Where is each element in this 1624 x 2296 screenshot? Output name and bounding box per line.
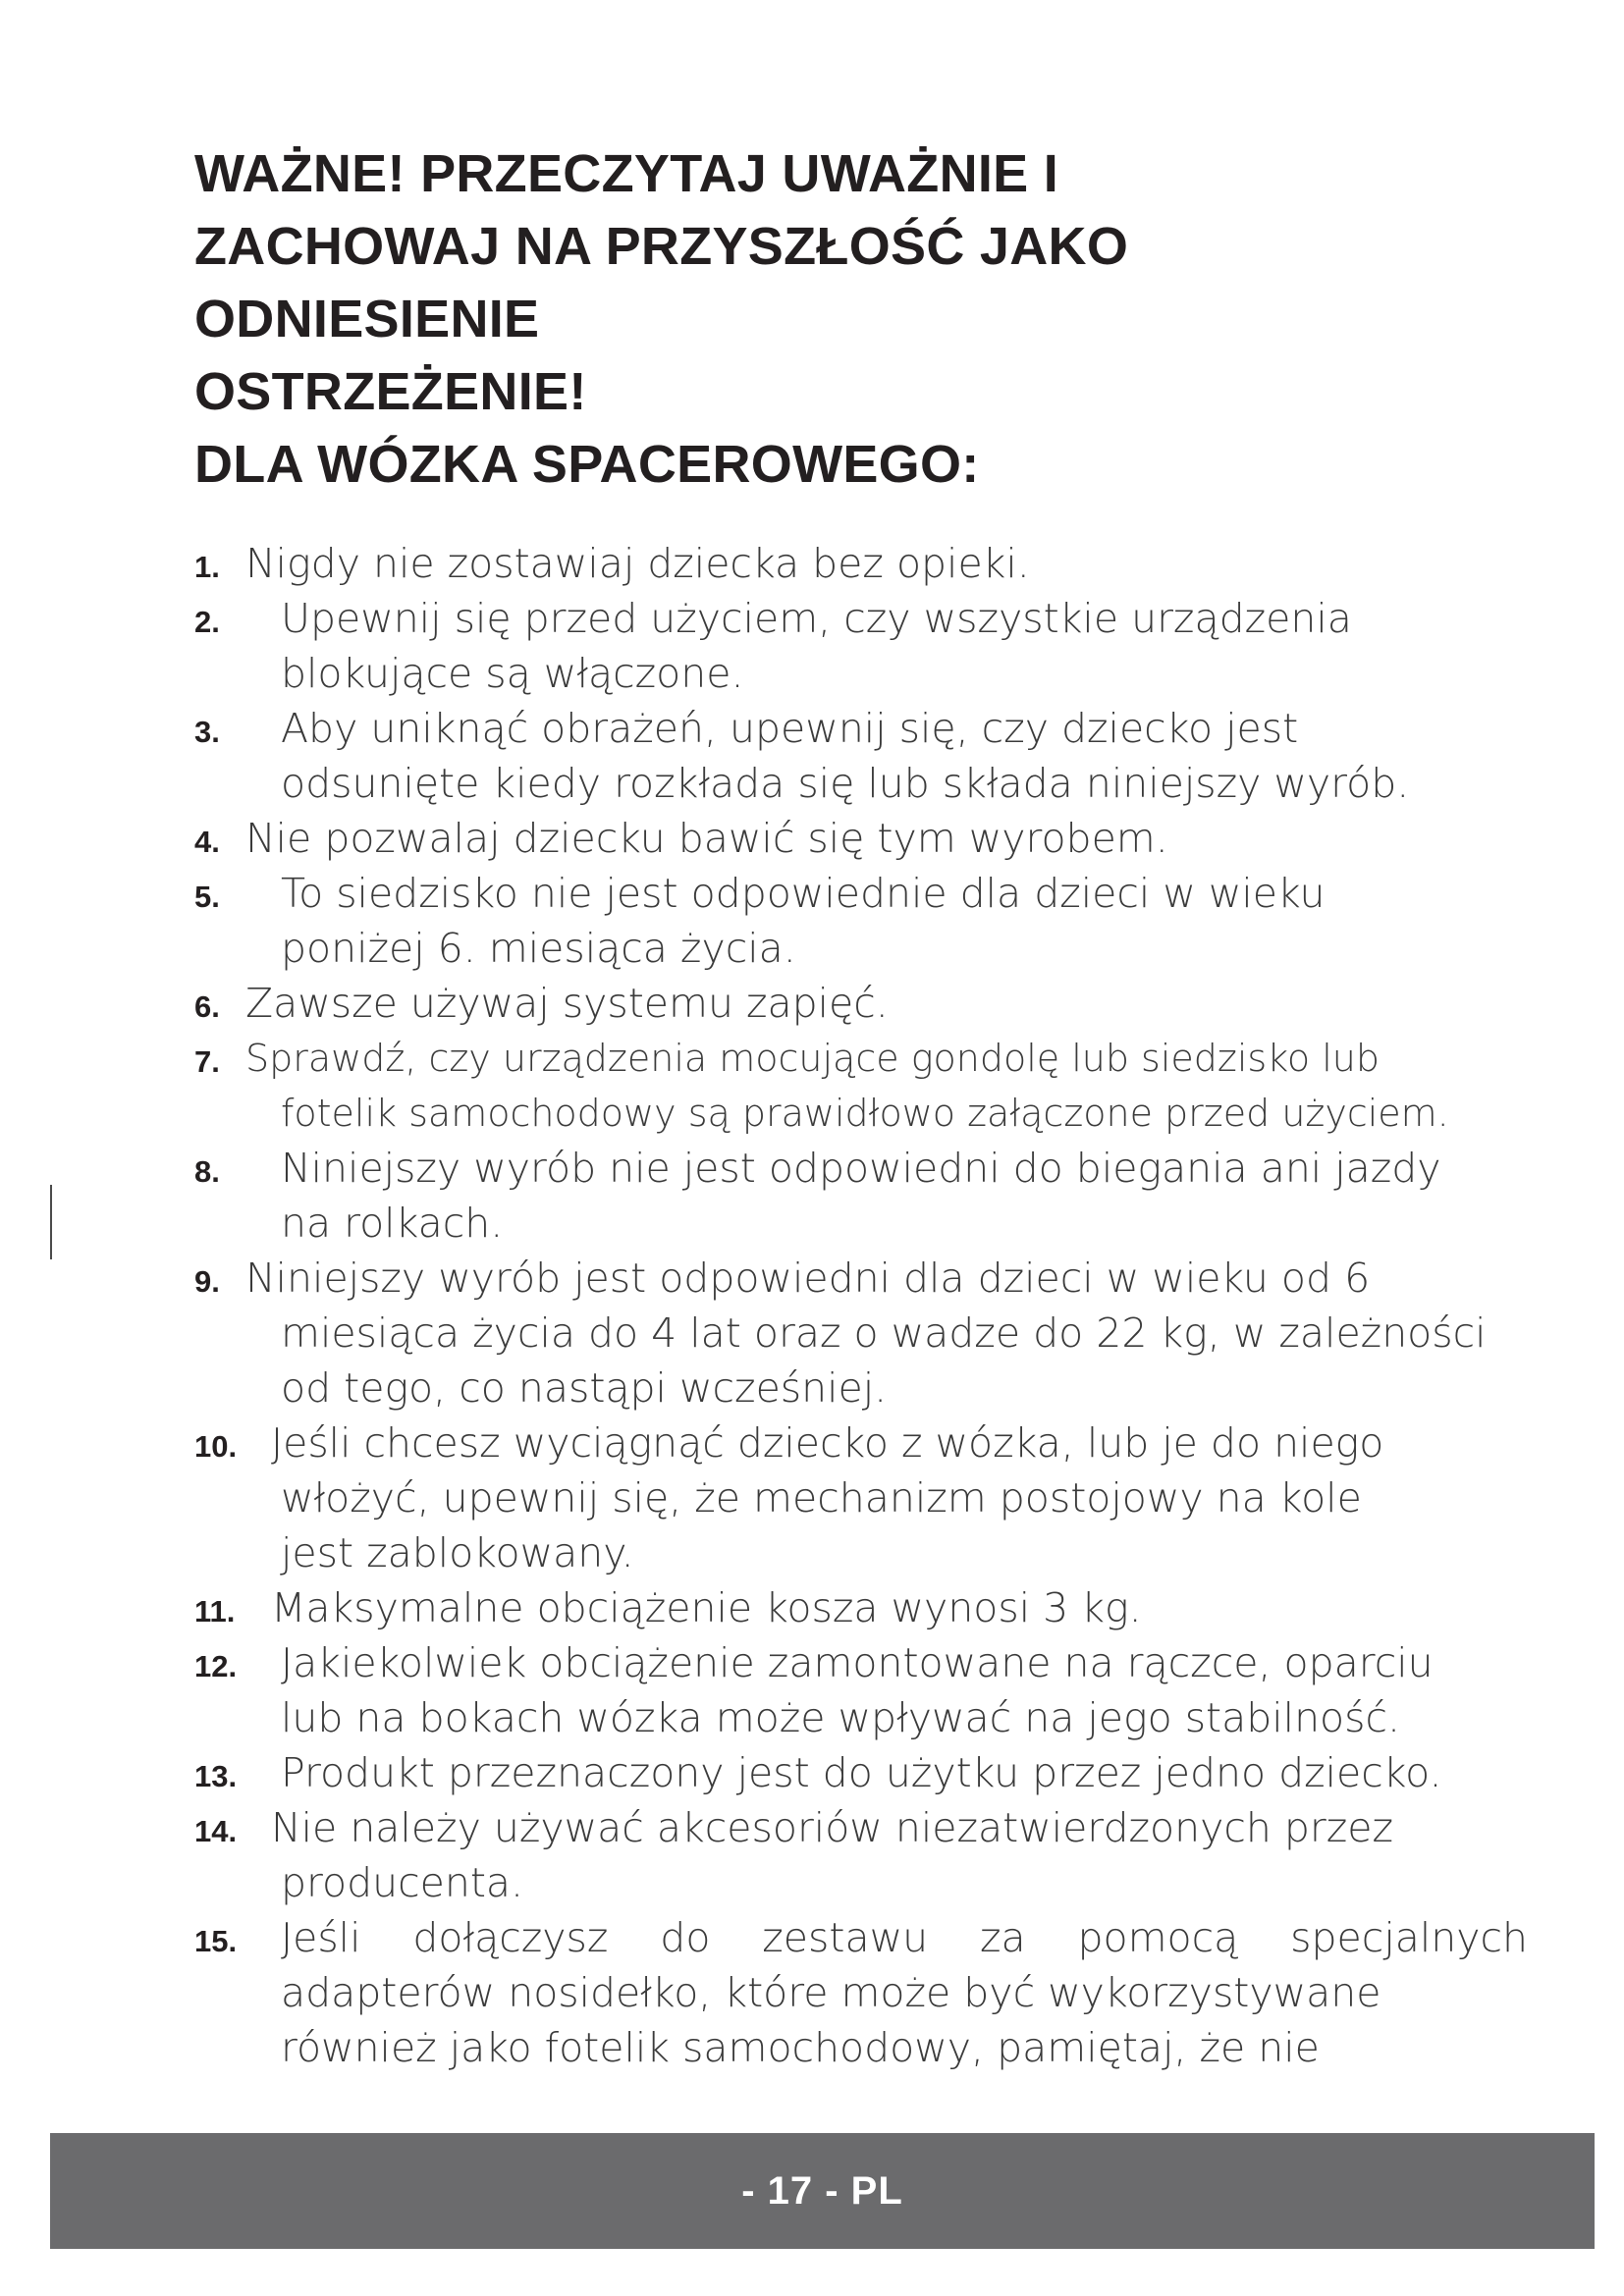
item-text: również jako fotelik samochodowy, pamiętaj, że nie: [281, 2024, 1320, 2071]
item-number: 10.: [194, 1429, 238, 1464]
item-text: poniżej 6. miesiąca życia.: [281, 925, 796, 972]
heading-line: WAŻNE! PRZECZYTAJ UWAŻNIE I: [194, 144, 1059, 203]
page-heading: [194, 137, 1471, 501]
item-text: lub na bokach wózka może wpływać na jego stabilność.: [281, 1694, 1401, 1741]
warning-item: [194, 701, 1569, 811]
heading-line: ZACHOWAJ NA PRZYSZŁOŚĆ JAKO: [194, 217, 1129, 276]
item-text: Sprawdź, czy urządzenia mocujące gondolę lub siedzisko lub: [245, 1037, 1380, 1080]
item-number: 11.: [194, 1594, 236, 1629]
item-text: adapterów nosidełko, które może być wykorzystywane: [281, 1969, 1381, 2016]
item-number: 6.: [194, 989, 220, 1024]
warning-item: [194, 1251, 1569, 1415]
item-number: 14.: [194, 1814, 238, 1848]
heading-line: ODNIESIENIE: [194, 290, 540, 348]
item-text: Nigdy nie zostawiaj dziecka bez opieki.: [245, 540, 1030, 587]
warning-item: [194, 811, 1569, 866]
footer-bar: [50, 2133, 1595, 2249]
item-number: 5.: [194, 880, 220, 914]
item-number: 13.: [194, 1759, 238, 1793]
warning-item: [194, 536, 1569, 591]
item-number: 12.: [194, 1649, 238, 1683]
item-text: Niniejszy wyrób jest odpowiedni dla dzieci w wieku od 6: [245, 1255, 1371, 1302]
warning-item: [194, 1800, 1569, 1910]
warning-item: [194, 1910, 1569, 2075]
item-text: Jeśli chcesz wyciągnąć dziecko z wózka, lub je do niego: [271, 1419, 1384, 1467]
item-text: To siedzisko nie jest odpowiednie dla dzieci w wieku: [281, 870, 1326, 917]
item-number: 4.: [194, 825, 220, 859]
warning-item: [194, 1415, 1569, 1580]
item-text: Nie należy używać akcesoriów niezatwierdzonych przez: [271, 1804, 1394, 1851]
warning-item: [194, 1745, 1569, 1800]
item-number: 15.: [194, 1924, 238, 1958]
item-number: 3.: [194, 715, 220, 749]
item-text: producenta.: [281, 1859, 524, 1906]
item-text: Aby uniknąć obrażeń, upewnij się, czy dziecko jest: [281, 705, 1299, 752]
item-text: na rolkach.: [281, 1200, 504, 1247]
item-text: odsunięte kiedy rozkłada się lub składa niniejszy wyrób.: [281, 760, 1410, 807]
warning-item: [194, 976, 1569, 1031]
item-text: Zawsze używaj systemu zapięć.: [245, 980, 889, 1027]
item-text: od tego, co nastąpi wcześniej.: [281, 1364, 888, 1412]
heading-line: DLA WÓZKA SPACEROWEGO:: [194, 435, 980, 494]
item-text: włożyć, upewnij się, że mechanizm postojowy na kole: [281, 1474, 1362, 1522]
item-number: 1.: [194, 550, 220, 584]
warning-item: [194, 1031, 1569, 1141]
item-text: Maksymalne obciążenie kosza wynosi 3 kg.: [271, 1584, 1142, 1631]
item-text: Niniejszy wyrób nie jest odpowiedni do biegania ani jazdy: [281, 1145, 1441, 1192]
item-text: Jeśli dołączysz do zestawu za pomocą specjalnych: [281, 1914, 1528, 1961]
item-number: 8.: [194, 1154, 220, 1189]
item-text: fotelik samochodowy są prawidłowo załączone przed użyciem.: [281, 1092, 1449, 1135]
warning-item: [194, 1635, 1569, 1745]
item-text: Nie pozwalaj dziecku bawić się tym wyrobem.: [245, 815, 1168, 862]
item-text: Produkt przeznaczony jest do użytku przez jedno dziecko.: [281, 1749, 1442, 1796]
margin-rule: [50, 1185, 52, 1259]
item-text: miesiąca życia do 4 lat oraz o wadze do 22 kg, w zależności: [281, 1309, 1487, 1357]
item-number: 7.: [194, 1044, 220, 1079]
item-text: Jakiekolwiek obciążenie zamontowane na rączce, oparciu: [281, 1639, 1434, 1686]
item-number: 2.: [194, 605, 220, 639]
item-text: Upewnij się przed użyciem, czy wszystkie urządzenia: [281, 595, 1352, 642]
item-number: 9.: [194, 1264, 220, 1299]
page-number: - 17 - PL: [741, 2169, 903, 2213]
warning-item: [194, 866, 1569, 976]
item-text: blokujące są włączone.: [281, 650, 744, 697]
item-text: jest zablokowany.: [281, 1529, 634, 1576]
warning-item: [194, 591, 1569, 701]
warning-item: [194, 1141, 1569, 1251]
heading-line: OSTRZEŻENIE!: [194, 362, 587, 421]
warning-item: [194, 1580, 1569, 1635]
warnings-list: [194, 536, 1569, 2075]
